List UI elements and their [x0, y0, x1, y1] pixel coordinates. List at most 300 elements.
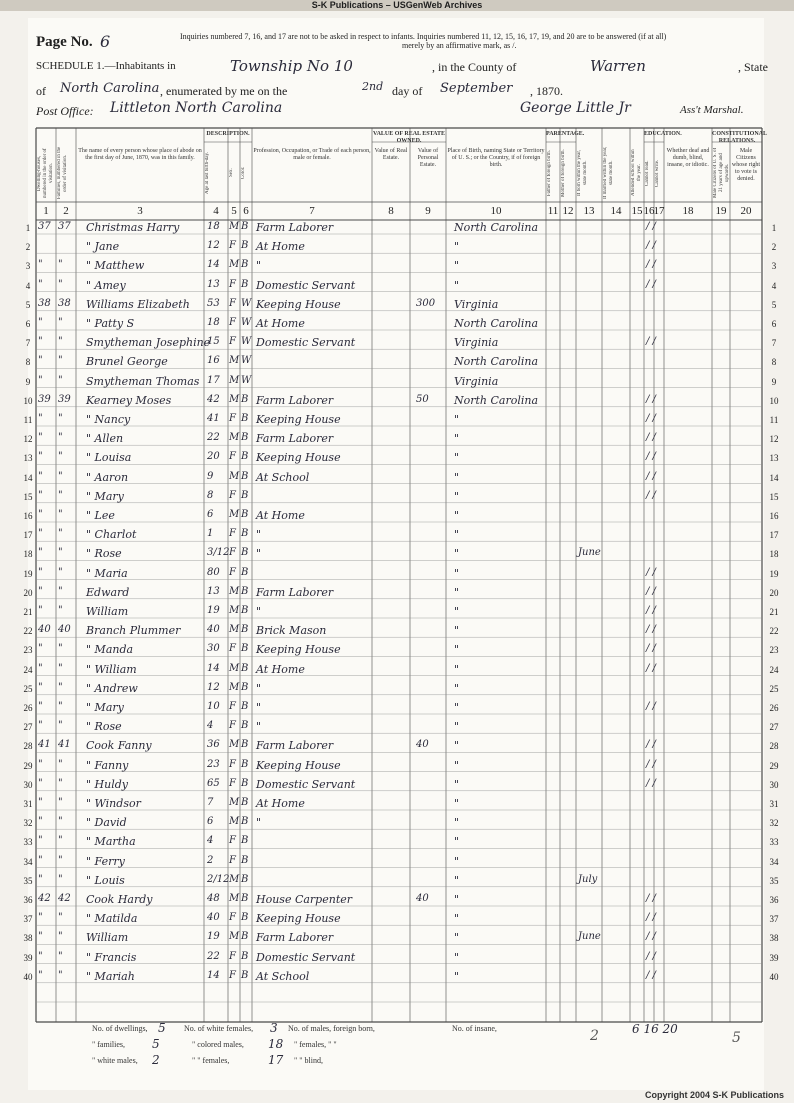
- cell-dw: ": [38, 374, 43, 386]
- cell-dw: ": [38, 835, 43, 847]
- cell-marks: / /: [646, 259, 656, 271]
- cell-occ: Keeping House: [256, 297, 341, 311]
- column-header: The name of every person whose place of abode on the first day of June, 1870, was in this family.: [78, 148, 202, 161]
- cell-sex: F: [229, 643, 236, 655]
- column-header: Dwelling-houses, numbered in the order of visitation.: [37, 148, 54, 198]
- cell-age: 3/12: [207, 547, 230, 559]
- cell-sex: M: [229, 893, 240, 904]
- cell-fam: ": [58, 336, 63, 348]
- left-line-number: 22: [23, 626, 33, 637]
- cell-color: B: [241, 221, 249, 232]
- column-header: Value of Real Estate.: [374, 148, 408, 161]
- cell-marks: / /: [646, 758, 656, 770]
- right-line-number: 40: [769, 971, 779, 982]
- cell-sex: M: [229, 393, 240, 405]
- cell-fam: ": [58, 509, 63, 520]
- column-number: 3: [137, 205, 143, 217]
- cell-name: " Francis: [86, 950, 137, 964]
- tally-mark-c: 5: [732, 1030, 741, 1046]
- column-number: 8: [388, 205, 394, 217]
- cell-birth: ": [454, 816, 460, 830]
- cell-fam: 42: [58, 893, 71, 904]
- cell-sex: F: [229, 701, 236, 712]
- cell-birth: ": [454, 701, 460, 714]
- cell-marks: / /: [646, 278, 656, 290]
- cell-color: B: [241, 912, 249, 924]
- right-line-number: 33: [769, 837, 779, 848]
- cell-marks: / /: [646, 739, 656, 751]
- right-line-number: 28: [769, 741, 779, 752]
- cell-age: 48: [207, 893, 220, 904]
- column-number: 18: [682, 205, 694, 217]
- cell-age: 40: [207, 624, 220, 636]
- cell-dw: ": [38, 912, 43, 924]
- cell-marks: / /: [646, 950, 656, 962]
- cell-color: B: [241, 393, 249, 405]
- cell-occ: Keeping House: [256, 413, 341, 426]
- cell-dw: 40: [38, 624, 51, 636]
- cell-pe: 300: [416, 297, 436, 309]
- cell-sex: M: [229, 509, 240, 520]
- cell-occ: ": [256, 720, 262, 734]
- colored-males-count: 18: [268, 1037, 284, 1051]
- cell-name: Cook Hardy: [86, 893, 153, 906]
- cell-sex: M: [229, 605, 240, 616]
- cell-age: 13: [207, 585, 220, 597]
- column-number: 10: [490, 205, 502, 217]
- right-line-number: 5: [771, 299, 777, 310]
- cell-birth: ": [454, 931, 460, 945]
- left-line-number: 11: [23, 415, 33, 425]
- cell-marks: / /: [646, 566, 656, 578]
- instruction-note-2: merely by an affirmative mark, as /.: [402, 41, 517, 50]
- cell-birth: ": [454, 873, 460, 887]
- cell-name: " Matilda: [86, 912, 138, 926]
- cell-dw: ": [38, 662, 43, 674]
- cell-color: B: [241, 240, 249, 252]
- state-label: , State: [738, 60, 768, 74]
- cell-sex: M: [229, 470, 240, 482]
- cell-age: 23: [207, 758, 220, 770]
- cell-occ: ": [256, 259, 262, 273]
- cell-mo: June: [578, 931, 601, 943]
- cell-dw: ": [38, 605, 43, 616]
- cell-color: B: [241, 451, 249, 463]
- column-number: 6: [243, 205, 249, 217]
- right-line-number: 22: [769, 626, 779, 637]
- cell-occ: At School: [256, 470, 310, 484]
- day-of-label: day of: [392, 84, 423, 98]
- cell-occ: Keeping House: [256, 912, 341, 926]
- cell-age: 6: [207, 816, 214, 828]
- column-header: Place of Birth, naming State or Territory of U. S.; or the Country, if of foreign birth.: [447, 148, 545, 168]
- cell-name: William: [86, 931, 129, 945]
- left-line-number: 24: [23, 664, 33, 675]
- cell-age: 2/12: [207, 873, 230, 885]
- column-number: 19: [715, 205, 727, 217]
- cell-age: 14: [207, 662, 220, 674]
- cell-age: 2: [207, 854, 214, 866]
- cell-name: Smytheman Josephine: [86, 336, 211, 350]
- cell-sex: F: [229, 317, 236, 328]
- county-label: , in the County of: [432, 60, 517, 74]
- cell-age: 41: [207, 413, 220, 424]
- cell-color: W: [241, 374, 252, 386]
- right-line-number: 29: [769, 760, 779, 771]
- cell-fam: ": [58, 758, 63, 770]
- cell-marks: / /: [646, 585, 656, 597]
- cell-color: B: [241, 969, 249, 981]
- cell-name: " Maria: [86, 566, 128, 580]
- left-line-number: 40: [23, 971, 33, 982]
- cell-dw: ": [38, 777, 43, 789]
- right-line-number: 10: [769, 395, 779, 406]
- cell-color: B: [241, 662, 249, 674]
- cell-name: Smytheman Thomas: [86, 374, 200, 388]
- cell-marks: / /: [646, 489, 656, 501]
- left-line-number: 16: [23, 511, 33, 521]
- cell-color: B: [241, 605, 249, 616]
- cell-birth: ": [454, 969, 460, 983]
- cell-color: B: [241, 509, 249, 520]
- post-office-value: Littleton North Carolina: [110, 100, 283, 116]
- column-header: Families, numbered in the order of visitation.: [57, 146, 68, 200]
- left-line-number: 37: [23, 914, 33, 925]
- cell-age: 18: [207, 221, 220, 232]
- cell-age: 12: [207, 240, 220, 252]
- cell-age: 4: [207, 720, 214, 732]
- cell-birth: Virginia: [454, 297, 499, 311]
- cell-color: W: [241, 297, 252, 309]
- left-line-number: 31: [23, 799, 33, 809]
- cell-sex: F: [229, 758, 236, 770]
- cell-occ: Farm Laborer: [256, 221, 334, 234]
- left-line-number: 5: [25, 299, 31, 310]
- cell-dw: 41: [38, 739, 51, 751]
- cell-fam: 40: [58, 624, 71, 636]
- left-line-number: 30: [23, 779, 33, 790]
- cell-birth: ": [454, 432, 460, 446]
- cell-color: W: [241, 317, 252, 328]
- right-line-number: 25: [769, 683, 779, 694]
- cell-sex: M: [229, 931, 240, 943]
- cell-fam: ": [58, 470, 63, 482]
- cell-dw: 38: [38, 297, 51, 309]
- left-line-number: 32: [23, 818, 33, 829]
- cell-occ: At Home: [256, 662, 305, 676]
- cell-color: W: [241, 355, 252, 367]
- cell-occ: At Home: [256, 317, 305, 330]
- cell-sex: F: [229, 566, 236, 578]
- cell-age: 22: [207, 432, 220, 444]
- cell-birth: ": [454, 509, 460, 522]
- right-line-number: 12: [769, 434, 779, 445]
- right-line-number: 7: [771, 338, 777, 349]
- cell-dw: ": [38, 950, 43, 962]
- cell-birth: ": [454, 854, 460, 868]
- cell-occ: Domestic Servant: [256, 950, 356, 964]
- cell-birth: ": [454, 547, 460, 561]
- left-line-number: 20: [23, 587, 33, 598]
- left-line-number: 27: [23, 722, 33, 733]
- right-line-number: 27: [769, 722, 779, 733]
- state-value: North Carolina: [60, 81, 160, 96]
- cell-fam: ": [58, 259, 63, 271]
- cell-color: B: [241, 893, 249, 904]
- cell-dw: ": [38, 681, 43, 693]
- left-line-number: 26: [23, 703, 33, 713]
- column-header: Cannot read.: [645, 160, 650, 186]
- left-line-number: 19: [23, 568, 33, 579]
- cell-dw: ": [38, 816, 43, 828]
- cell-birth: ": [454, 797, 460, 810]
- cell-marks: / /: [646, 451, 656, 463]
- cell-birth: ": [454, 835, 460, 849]
- cell-birth: ": [454, 662, 460, 676]
- cell-occ: ": [256, 701, 262, 714]
- cell-name: " Amey: [86, 278, 126, 292]
- right-line-number: 34: [769, 856, 779, 867]
- column-header: Profession, Occupation, or Trade of each person, male or female.: [253, 148, 371, 161]
- cell-name: Edward: [86, 585, 130, 599]
- cell-fam: 41: [58, 739, 71, 751]
- cell-birth: ": [454, 950, 460, 964]
- cell-age: 19: [207, 931, 220, 943]
- right-line-number: 20: [769, 587, 779, 598]
- cell-fam: ": [58, 931, 63, 943]
- cell-name: " Rose: [86, 547, 122, 561]
- cell-birth: North Carolina: [454, 221, 539, 234]
- cell-color: B: [241, 681, 249, 693]
- column-number: 12: [562, 205, 574, 217]
- cell-age: 13: [207, 278, 220, 290]
- column-number: 1: [43, 205, 49, 217]
- cell-occ: Farm Laborer: [256, 432, 334, 446]
- right-line-number: 1: [771, 223, 777, 233]
- cell-occ: Farm Laborer: [256, 393, 334, 407]
- cell-fam: ": [58, 451, 63, 463]
- cell-fam: ": [58, 374, 63, 386]
- cell-age: 7: [207, 797, 214, 808]
- white-females-count: 3: [270, 1021, 278, 1035]
- cell-dw: ": [38, 317, 43, 328]
- cell-fam: ": [58, 432, 63, 444]
- cell-occ: House Carpenter: [256, 893, 353, 906]
- column-header: Male Citizens of U. S. of 21 years of age and upwards.: [713, 147, 730, 199]
- cell-marks: / /: [646, 393, 656, 405]
- cell-birth: North Carolina: [454, 317, 539, 330]
- left-line-number: 35: [23, 875, 33, 886]
- cell-name: " Mary: [86, 701, 124, 714]
- cell-fam: 38: [58, 297, 71, 309]
- cell-birth: North Carolina: [454, 393, 539, 407]
- cell-birth: ": [454, 585, 460, 599]
- cell-fam: ": [58, 720, 63, 732]
- cell-dw: ": [38, 470, 43, 482]
- cell-age: 53: [207, 297, 220, 309]
- cell-fam: ": [58, 701, 63, 712]
- cell-sex: M: [229, 374, 240, 386]
- cell-sex: M: [229, 259, 240, 271]
- white-males-count: 2: [152, 1053, 160, 1067]
- right-line-number: 37: [769, 914, 779, 925]
- cell-dw: ": [38, 758, 43, 770]
- left-line-number: 33: [23, 837, 33, 848]
- cell-sex: M: [229, 221, 240, 232]
- cell-dw: ": [38, 931, 43, 943]
- cell-color: B: [241, 624, 249, 636]
- cell-dw: ": [38, 547, 43, 559]
- cell-age: 36: [207, 739, 220, 751]
- cell-name: Branch Plummer: [86, 624, 181, 638]
- column-number: 9: [425, 205, 431, 217]
- column-number: 17: [653, 205, 665, 217]
- column-header: Male Citizens whose right to vote is denied.: [731, 148, 761, 182]
- column-number: 5: [231, 205, 237, 217]
- cell-sex: M: [229, 432, 240, 444]
- cell-dw: ": [38, 585, 43, 597]
- cell-birth: ": [454, 643, 460, 657]
- cell-age: 10: [207, 701, 220, 712]
- left-line-number: 14: [23, 472, 33, 483]
- cell-age: 30: [207, 643, 220, 655]
- cell-age: 19: [207, 605, 220, 616]
- cell-color: B: [241, 413, 249, 424]
- left-line-number: 21: [23, 607, 33, 617]
- cell-name: Kearney Moses: [86, 393, 172, 407]
- marshal-signature: George Little Jr: [520, 100, 631, 116]
- cell-color: B: [241, 585, 249, 597]
- right-line-number: 16: [769, 511, 779, 521]
- cell-fam: ": [58, 547, 63, 559]
- cell-dw: ": [38, 432, 43, 444]
- cell-name: Brunel George: [86, 355, 168, 369]
- cell-color: B: [241, 470, 249, 482]
- post-office-label: Post Office:: [36, 104, 94, 118]
- left-line-number: 2: [25, 242, 31, 253]
- column-number: 20: [740, 205, 752, 217]
- cell-birth: ": [454, 259, 460, 273]
- cell-fam: ": [58, 528, 63, 540]
- cell-age: 40: [207, 912, 220, 924]
- cell-age: 6: [207, 509, 214, 520]
- cell-dw: 37: [38, 221, 51, 232]
- cell-name: " Andrew: [86, 681, 138, 695]
- cell-name: " Louisa: [86, 451, 132, 465]
- left-line-number: 38: [23, 933, 33, 944]
- cell-sex: F: [229, 240, 236, 252]
- families-count: 5: [152, 1037, 160, 1051]
- cell-sex: F: [229, 413, 236, 424]
- column-header: Attended school within the year.: [631, 149, 642, 197]
- cell-birth: ": [454, 413, 460, 426]
- right-line-number: 18: [769, 549, 779, 560]
- cell-color: B: [241, 701, 249, 712]
- right-line-number: 19: [769, 568, 779, 579]
- cell-pe: 40: [416, 739, 429, 751]
- white-females-label: No. of white females,: [184, 1024, 254, 1033]
- cell-name: Williams Elizabeth: [86, 297, 190, 311]
- left-line-number: 36: [23, 895, 33, 905]
- cell-color: B: [241, 816, 249, 828]
- column-number: 2: [63, 205, 69, 217]
- cell-age: 22: [207, 950, 220, 962]
- cell-marks: / /: [646, 336, 656, 348]
- cell-dw: ": [38, 969, 43, 981]
- cell-sex: F: [229, 835, 236, 847]
- education-group-header: EDUCATION.: [644, 131, 682, 137]
- tally-mark-a: 2: [590, 1028, 599, 1044]
- cell-color: B: [241, 720, 249, 732]
- cell-dw: 39: [38, 393, 51, 405]
- cell-marks: / /: [646, 643, 656, 655]
- cell-birth: ": [454, 912, 460, 926]
- dwellings-count: 5: [158, 1021, 166, 1035]
- cell-sex: F: [229, 528, 236, 540]
- cell-occ: Keeping House: [256, 643, 341, 657]
- white-males-label: " white males,: [92, 1056, 138, 1065]
- cell-fam: ": [58, 355, 63, 367]
- cell-dw: ": [38, 566, 43, 578]
- column-header: Value of Personal Estate.: [417, 148, 439, 168]
- cell-birth: ": [454, 777, 460, 791]
- of-label: of: [36, 84, 46, 98]
- right-line-number: 15: [769, 491, 779, 502]
- copyright-notice: Copyright 2004 S-K Publications: [644, 1090, 784, 1100]
- cell-fam: ": [58, 605, 63, 616]
- column-number: 4: [213, 205, 219, 217]
- cell-occ: Domestic Servant: [256, 777, 356, 791]
- cell-marks: / /: [646, 240, 656, 252]
- left-line-number: 25: [23, 683, 33, 694]
- cell-birth: ": [454, 893, 460, 906]
- cell-birth: ": [454, 566, 460, 580]
- cell-sex: M: [229, 797, 240, 808]
- cell-birth: Virginia: [454, 374, 499, 388]
- cell-occ: Domestic Servant: [256, 278, 356, 292]
- foreign-females-label: " females, " ": [294, 1040, 337, 1049]
- cell-name: " Allen: [86, 432, 124, 446]
- cell-birth: ": [454, 451, 460, 465]
- column-number: 13: [583, 205, 595, 217]
- column-number: 16: [643, 205, 655, 217]
- cell-occ: Brick Mason: [256, 624, 327, 638]
- value-group-header: VALUE OF REAL ESTATE OWNED.: [373, 131, 445, 144]
- cell-birth: ": [454, 240, 460, 254]
- cell-age: 20: [207, 451, 220, 463]
- right-line-number: 9: [771, 376, 777, 387]
- cell-occ: At Home: [256, 509, 305, 522]
- cell-occ: Farm Laborer: [256, 739, 334, 753]
- left-line-number: 13: [23, 453, 33, 464]
- foreign-males-label: No. of males, foreign born,: [288, 1024, 375, 1033]
- column-number: 11: [547, 205, 559, 217]
- left-line-number: 10: [23, 395, 33, 406]
- left-line-number: 1: [25, 223, 31, 233]
- schedule-title: SCHEDULE 1.—Inhabitants in: [36, 60, 176, 72]
- enumerated-label: , enumerated by me on the: [160, 84, 288, 98]
- cell-dw: ": [38, 489, 43, 501]
- description-group-header: DESCRIPTION.: [206, 131, 250, 137]
- cell-color: B: [241, 835, 249, 847]
- cell-sex: M: [229, 739, 240, 751]
- cell-sex: F: [229, 912, 236, 924]
- column-header: If married within the year, state month.: [603, 146, 614, 200]
- right-line-number: 39: [769, 952, 779, 963]
- right-line-number: 13: [769, 453, 779, 464]
- cell-name: " Aaron: [86, 470, 129, 484]
- column-header: Cannot write.: [655, 159, 660, 187]
